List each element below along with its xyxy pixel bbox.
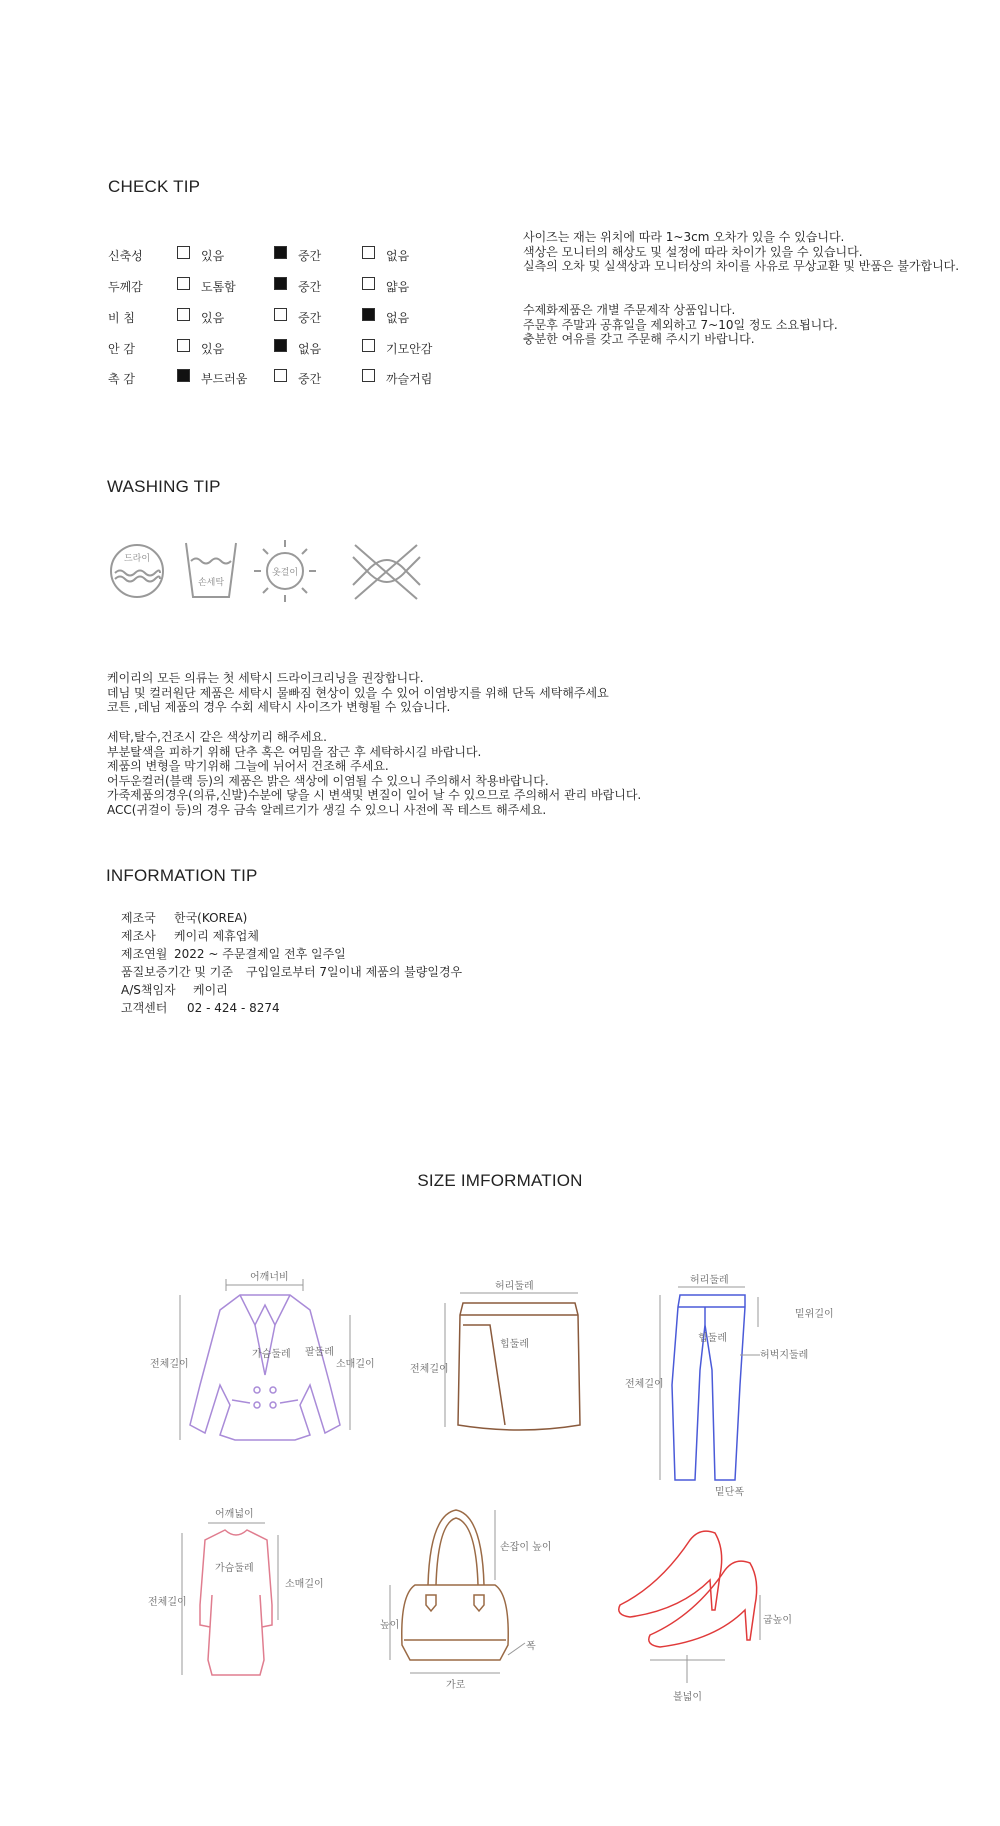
note-line: 색상은 모니터의 해상도 및 설정에 따라 차이가 있을 수 있습니다. bbox=[523, 244, 863, 259]
check-option-label: 부드러움 bbox=[201, 372, 248, 386]
sun-dry-label: 옷걸이 bbox=[271, 568, 299, 578]
dress-shoulder-label: 어깨넓이 bbox=[215, 1509, 254, 1520]
unchecked-box-icon bbox=[362, 277, 375, 290]
coat-arm-label: 팔둘레 bbox=[305, 1347, 334, 1358]
check-row-label: 신축성 bbox=[108, 249, 143, 263]
pants-length-label: 전체길이 bbox=[625, 1379, 664, 1390]
info-key: 고객센터 bbox=[121, 1001, 168, 1015]
unchecked-box-icon bbox=[362, 369, 375, 382]
no-wring-icon bbox=[353, 545, 420, 599]
coat-diagram bbox=[190, 1295, 340, 1440]
pants-hip-label: 힙둘레 bbox=[698, 1333, 727, 1344]
pants-hem-label: 밑단폭 bbox=[715, 1487, 744, 1498]
hand-wash-icon bbox=[186, 543, 236, 597]
unchecked-box-icon bbox=[177, 277, 190, 290]
info-row bbox=[121, 945, 346, 962]
bag-handle-label: 손잡이 높이 bbox=[500, 1542, 552, 1553]
checked-box-icon bbox=[177, 369, 190, 382]
checked-box-icon bbox=[274, 277, 287, 290]
size-notes bbox=[523, 230, 959, 274]
washing-icons bbox=[105, 535, 435, 607]
washing-line: 가죽제품의경우(의류,신발)수분에 닿을 시 변색및 변질이 일어 날 수 있으므로 주의해서 관리 바랍니다. bbox=[107, 788, 642, 802]
washing-line: 코튼 ,데님 제품의 경우 수회 세탁시 사이즈가 변형될 수 있습니다. bbox=[107, 700, 451, 714]
check-option-label: 도톰함 bbox=[201, 280, 236, 294]
check-row-label: 촉 감 bbox=[108, 372, 135, 386]
check-tip-title: CHECK TIP bbox=[108, 177, 201, 196]
dress-chest-label: 가슴둘레 bbox=[215, 1563, 254, 1574]
pants-waist-label: 허리둘레 bbox=[690, 1275, 729, 1286]
unchecked-box-icon bbox=[177, 246, 190, 259]
info-row bbox=[121, 963, 462, 980]
info-value: 한국(KOREA) bbox=[174, 911, 248, 925]
info-value: 구입일로부터 7일이내 제품의 불량일경우 bbox=[246, 965, 463, 979]
washing-line: 데님 및 컬러원단 제품은 세탁시 물빠짐 현상이 있을 수 있어 이염방지를 위해 단독 세탁해주세요 bbox=[107, 685, 609, 700]
info-key: 제조연월 bbox=[121, 947, 168, 961]
checked-box-icon bbox=[274, 339, 287, 352]
skirt-diagram bbox=[458, 1303, 580, 1430]
info-key: 제조국 bbox=[121, 911, 156, 925]
pants-diagram bbox=[672, 1295, 745, 1480]
note-line: 사이즈는 재는 위치에 따라 1~3cm 오차가 있을 수 있습니다. bbox=[523, 230, 845, 244]
check-option-label: 없음 bbox=[298, 342, 322, 356]
check-row-label: 비 침 bbox=[108, 311, 135, 325]
skirt-length-label: 전체길이 bbox=[410, 1364, 449, 1375]
checked-box-icon bbox=[362, 308, 375, 321]
check-option-label: 중간 bbox=[298, 311, 322, 325]
shoes-diagram bbox=[619, 1531, 757, 1647]
bag-width-label: 가로 bbox=[446, 1680, 466, 1691]
washing-line: 부분탈색을 피하기 위해 단추 혹은 여밈을 잠근 후 세탁하시길 바랍니다. bbox=[107, 744, 482, 759]
note-line: 충분한 여유를 갖고 주문해 주시기 바랍니다. bbox=[523, 332, 755, 346]
dress-length-label: 전체길이 bbox=[148, 1597, 187, 1608]
check-option-label: 중간 bbox=[298, 280, 322, 294]
info-value: 케이리 제휴업체 bbox=[174, 929, 259, 943]
note-line: 주문후 주말과 공휴일을 제외하고 7~10일 정도 소요됩니다. bbox=[523, 317, 838, 332]
washing-line: 세탁,탈수,건조시 같은 색상끼리 해주세요. bbox=[107, 730, 327, 744]
check-option-label: 얇음 bbox=[386, 280, 410, 294]
coat-length-label: 전체길이 bbox=[150, 1359, 189, 1370]
check-option-label: 중간 bbox=[298, 372, 322, 386]
check-option-label: 있음 bbox=[201, 311, 225, 325]
note-line: 실측의 오차 및 실색상과 모니터상의 차이를 사유로 무상교환 및 반품은 불가합니다. bbox=[523, 259, 960, 273]
bag-height-label: 높이 bbox=[380, 1620, 400, 1631]
skirt-hip-label: 힙둘레 bbox=[500, 1339, 529, 1350]
coat-shoulder-label: 어깨너비 bbox=[250, 1272, 289, 1283]
unchecked-box-icon bbox=[362, 339, 375, 352]
check-option-label: 있음 bbox=[201, 342, 225, 356]
pants-rise-label: 밑위길이 bbox=[795, 1309, 834, 1320]
info-value: 02 - 424 - 8274 bbox=[187, 1001, 280, 1015]
check-row-label: 두께감 bbox=[108, 280, 143, 294]
info-value: 케이리 bbox=[193, 983, 228, 997]
check-option-label: 있음 bbox=[201, 249, 225, 263]
washing-tip-title: WASHING TIP bbox=[107, 477, 221, 496]
washing-line: 제품의 변형을 막기위해 그늘에 뉘어서 건조해 주세요. bbox=[107, 759, 389, 773]
unchecked-box-icon bbox=[274, 369, 287, 382]
check-option-label: 까슬거림 bbox=[386, 372, 433, 386]
shoes-ball-label: 볼넓이 bbox=[673, 1692, 702, 1703]
info-row bbox=[121, 909, 247, 926]
dry-clean-icon bbox=[111, 545, 163, 597]
checked-box-icon bbox=[274, 246, 287, 259]
info-row bbox=[121, 927, 259, 944]
info-row bbox=[121, 981, 228, 998]
washing-para-1 bbox=[107, 671, 609, 715]
dry-clean-label: 드라이 bbox=[123, 554, 151, 564]
dress-diagram bbox=[200, 1530, 272, 1675]
check-option-label: 없음 bbox=[386, 249, 410, 263]
note-line: 수제화제품은 개별 주문제작 상품입니다. bbox=[523, 303, 736, 317]
washing-para-2 bbox=[107, 730, 641, 817]
coat-chest-label: 가슴둘레 bbox=[252, 1349, 291, 1360]
information-tip-title: INFORMATION TIP bbox=[106, 866, 258, 885]
skirt-waist-label: 허리둘레 bbox=[495, 1281, 534, 1292]
unchecked-box-icon bbox=[362, 246, 375, 259]
check-option-label: 중간 bbox=[298, 249, 322, 263]
info-key: 제조사 bbox=[121, 929, 156, 943]
pants-thigh-label: 허벅지둘레 bbox=[760, 1350, 809, 1361]
info-value: 2022 ~ 주문결제일 전후 일주일 bbox=[174, 947, 346, 961]
washing-line: 어두운컬러(블랙 등)의 제품은 밝은 색상에 이염될 수 있으니 주의해서 착용바랍니다. bbox=[107, 773, 549, 788]
hand-wash-label: 손세탁 bbox=[197, 578, 225, 588]
shoes-heel-label: 굽높이 bbox=[763, 1615, 792, 1626]
dress-sleeve-label: 소매길이 bbox=[285, 1579, 324, 1590]
check-option-label: 없음 bbox=[386, 311, 410, 325]
unchecked-box-icon bbox=[177, 308, 190, 321]
order-notes bbox=[523, 303, 838, 347]
size-information-title: SIZE IMFORMATION bbox=[417, 1171, 583, 1190]
check-row-label: 안 감 bbox=[108, 342, 135, 356]
info-key: 품질보증기간 및 기준 bbox=[121, 965, 233, 979]
info-row bbox=[121, 999, 280, 1016]
bag-depth-label: 폭 bbox=[526, 1641, 536, 1652]
washing-line: 케이리의 모든 의류는 첫 세탁시 드라이크리닝을 권장합니다. bbox=[107, 671, 424, 685]
washing-line: ACC(귀걸이 등)의 경우 금속 알레르기가 생길 수 있으니 사전에 꼭 테스트 해주세요. bbox=[107, 802, 547, 817]
info-key: A/S책임자 bbox=[121, 983, 176, 997]
unchecked-box-icon bbox=[177, 339, 190, 352]
coat-sleeve-label: 소매길이 bbox=[336, 1359, 375, 1370]
check-option-label: 기모안감 bbox=[386, 342, 433, 356]
unchecked-box-icon bbox=[274, 308, 287, 321]
bag-diagram bbox=[402, 1510, 508, 1660]
size-diagrams bbox=[148, 1265, 860, 1705]
